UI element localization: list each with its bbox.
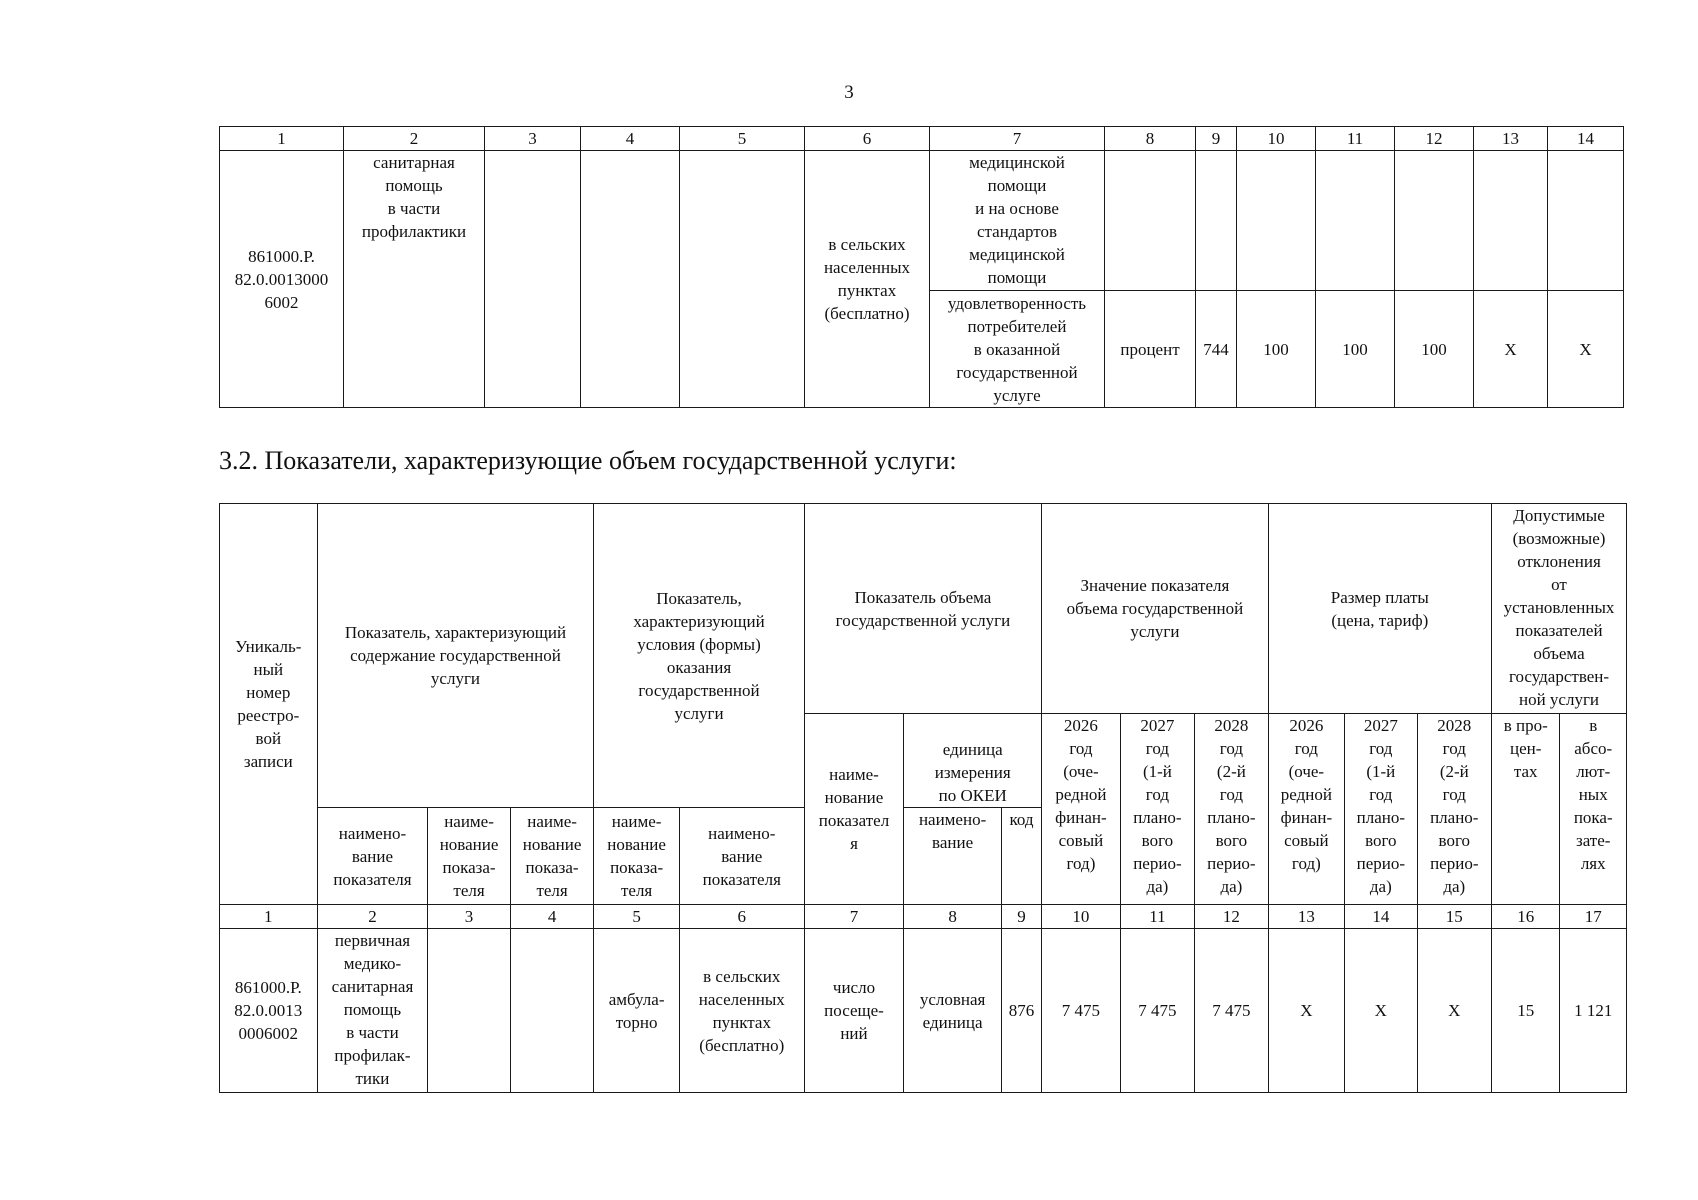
value-2027: 100 — [1316, 291, 1395, 408]
value-2026: 100 — [1237, 291, 1316, 408]
column-number: 10 — [1237, 127, 1316, 151]
quality-indicator-name: медицинской помощи и на основе стандартов медицинской помощи — [930, 151, 1105, 291]
column-number: 6 — [679, 905, 804, 929]
content-indicator-name: первичная медико- санитарная помощь в части профилак- тики — [317, 929, 428, 1093]
volume-indicators-table — [219, 503, 1627, 1093]
table-row — [220, 151, 1624, 291]
column-number: 12 — [1395, 127, 1474, 151]
column-number: 8 — [1105, 127, 1196, 151]
registry-number: 861000.Р. 82.0.0013000 6002 — [220, 151, 344, 408]
column-number: 1 — [220, 127, 344, 151]
fee-2027-header: 2027 год (1-й год плано- вого перио- да) — [1345, 714, 1417, 905]
value-2027: 7 475 — [1120, 929, 1194, 1093]
column-number-row — [220, 127, 1624, 151]
condition-indicator-name: в сельских населенных пунктах (бесплатно) — [679, 929, 804, 1093]
empty-cell — [1395, 151, 1474, 291]
empty-cell — [1316, 151, 1395, 291]
column-number: 11 — [1316, 127, 1395, 151]
fee-2028: Х — [1417, 929, 1491, 1093]
column-number: 14 — [1345, 905, 1417, 929]
column-number: 4 — [510, 905, 594, 929]
empty-cell — [1105, 151, 1196, 291]
column-number: 9 — [1001, 905, 1041, 929]
content-name-header: наиме- нование показа- теля — [428, 808, 511, 905]
column-number: 16 — [1492, 905, 1560, 929]
value-2026: 7 475 — [1042, 929, 1120, 1093]
column-number: 7 — [804, 905, 904, 929]
unit-code: 876 — [1001, 929, 1041, 1093]
column-number: 5 — [594, 905, 680, 929]
value-2028-header: 2028 год (2-й год плано- вого перио- да) — [1195, 714, 1268, 905]
deviation-percent-header: в про- цен- тах — [1492, 714, 1560, 905]
content-name-header: наиме- нование показа- теля — [510, 808, 594, 905]
empty-cell — [1237, 151, 1316, 291]
condition-name-header: наимено- вание показателя — [679, 808, 804, 905]
column-number: 5 — [680, 127, 805, 151]
content-indicator-name: санитарная помощь в части профилактики — [344, 151, 485, 408]
header-row — [220, 504, 1627, 714]
deviation-absolute: 1 121 — [1560, 929, 1627, 1093]
deviation-absolute: Х — [1548, 291, 1624, 408]
value-2027-header: 2027 год (1-й год плано- вого перио- да) — [1120, 714, 1194, 905]
value-2028: 7 475 — [1195, 929, 1268, 1093]
volume-indicator-name: число посеще- ний — [804, 929, 904, 1093]
column-number: 2 — [317, 905, 428, 929]
column-number: 10 — [1042, 905, 1120, 929]
okei-unit-header: единица измерения по ОКЕИ — [904, 714, 1042, 808]
empty-cell — [1196, 151, 1237, 291]
empty-cell — [485, 151, 581, 408]
column-number: 15 — [1417, 905, 1491, 929]
deviation-percent: 15 — [1492, 929, 1560, 1093]
column-number: 7 — [930, 127, 1105, 151]
table-row — [220, 929, 1627, 1093]
column-number: 13 — [1268, 905, 1344, 929]
section-heading: 3.2. Показатели, характеризующие объем государственной услуги: — [219, 446, 957, 475]
value-2026-header: 2026 год (оче- редной финан- совый год) — [1042, 714, 1120, 905]
page-number: 3 — [844, 82, 854, 103]
condition-indicator-name: амбула- торно — [594, 929, 680, 1093]
unit-name: процент — [1105, 291, 1196, 408]
fee-2026-header: 2026 год (оче- редной финан- совый год) — [1268, 714, 1344, 905]
column-number: 1 — [220, 905, 318, 929]
registry-number: 861000.Р. 82.0.0013 0006002 — [220, 929, 318, 1093]
condition-indicator-name: в сельских населенных пунктах (бесплатно) — [805, 151, 930, 408]
registry-number-header: Уникаль- ный номер реестро- вой записи — [220, 504, 318, 905]
column-number: 3 — [428, 905, 511, 929]
content-indicator-name — [510, 929, 594, 1093]
quality-indicator-name: удовлетворенность потребителей в оказанной государственной услуге — [930, 291, 1105, 408]
fee-2028-header: 2028 год (2-й год плано- вого перио- да) — [1417, 714, 1491, 905]
deviation-percent: Х — [1474, 291, 1548, 408]
column-number: 14 — [1548, 127, 1624, 151]
conditions-indicator-header: Показатель, характеризующий условия (формы) оказания государственной услуги — [594, 504, 804, 808]
empty-cell — [1548, 151, 1624, 291]
deviation-header: Допустимые (возможные) отклонения от установленных показателей объема государствен- ной услуги — [1492, 504, 1627, 714]
volume-name-header: наиме- нование показател я — [804, 714, 904, 905]
column-number-row — [220, 905, 1627, 929]
unit-name: условная единица — [904, 929, 1002, 1093]
column-number: 11 — [1120, 905, 1194, 929]
column-number: 13 — [1474, 127, 1548, 151]
quality-indicators-table-continued — [219, 126, 1624, 408]
content-indicator-header: Показатель, характеризующий содержание государственной услуги — [317, 504, 594, 808]
column-number: 4 — [581, 127, 680, 151]
deviation-absolute-header: в абсо- лют- ных пока- зате- лях — [1560, 714, 1627, 905]
column-number: 2 — [344, 127, 485, 151]
content-name-header: наимено- вание показателя — [317, 808, 428, 905]
column-number: 17 — [1560, 905, 1627, 929]
fee-2026: Х — [1268, 929, 1344, 1093]
unit-name-header: наимено- вание — [904, 808, 1002, 905]
indicator-value-header: Значение показателя объема государственной услуги — [1042, 504, 1268, 714]
fee-2027: Х — [1345, 929, 1417, 1093]
column-number: 3 — [485, 127, 581, 151]
empty-cell — [680, 151, 805, 408]
value-2028: 100 — [1395, 291, 1474, 408]
condition-name-header: наиме- нование показа- теля — [594, 808, 680, 905]
column-number: 6 — [805, 127, 930, 151]
volume-indicator-header: Показатель объема государственной услуги — [804, 504, 1042, 714]
content-indicator-name — [428, 929, 511, 1093]
unit-code-header: код — [1001, 808, 1041, 905]
column-number: 12 — [1195, 905, 1268, 929]
fee-header: Размер платы (цена, тариф) — [1268, 504, 1491, 714]
column-number: 9 — [1196, 127, 1237, 151]
unit-code: 744 — [1196, 291, 1237, 408]
empty-cell — [581, 151, 680, 408]
column-number: 8 — [904, 905, 1002, 929]
empty-cell — [1474, 151, 1548, 291]
